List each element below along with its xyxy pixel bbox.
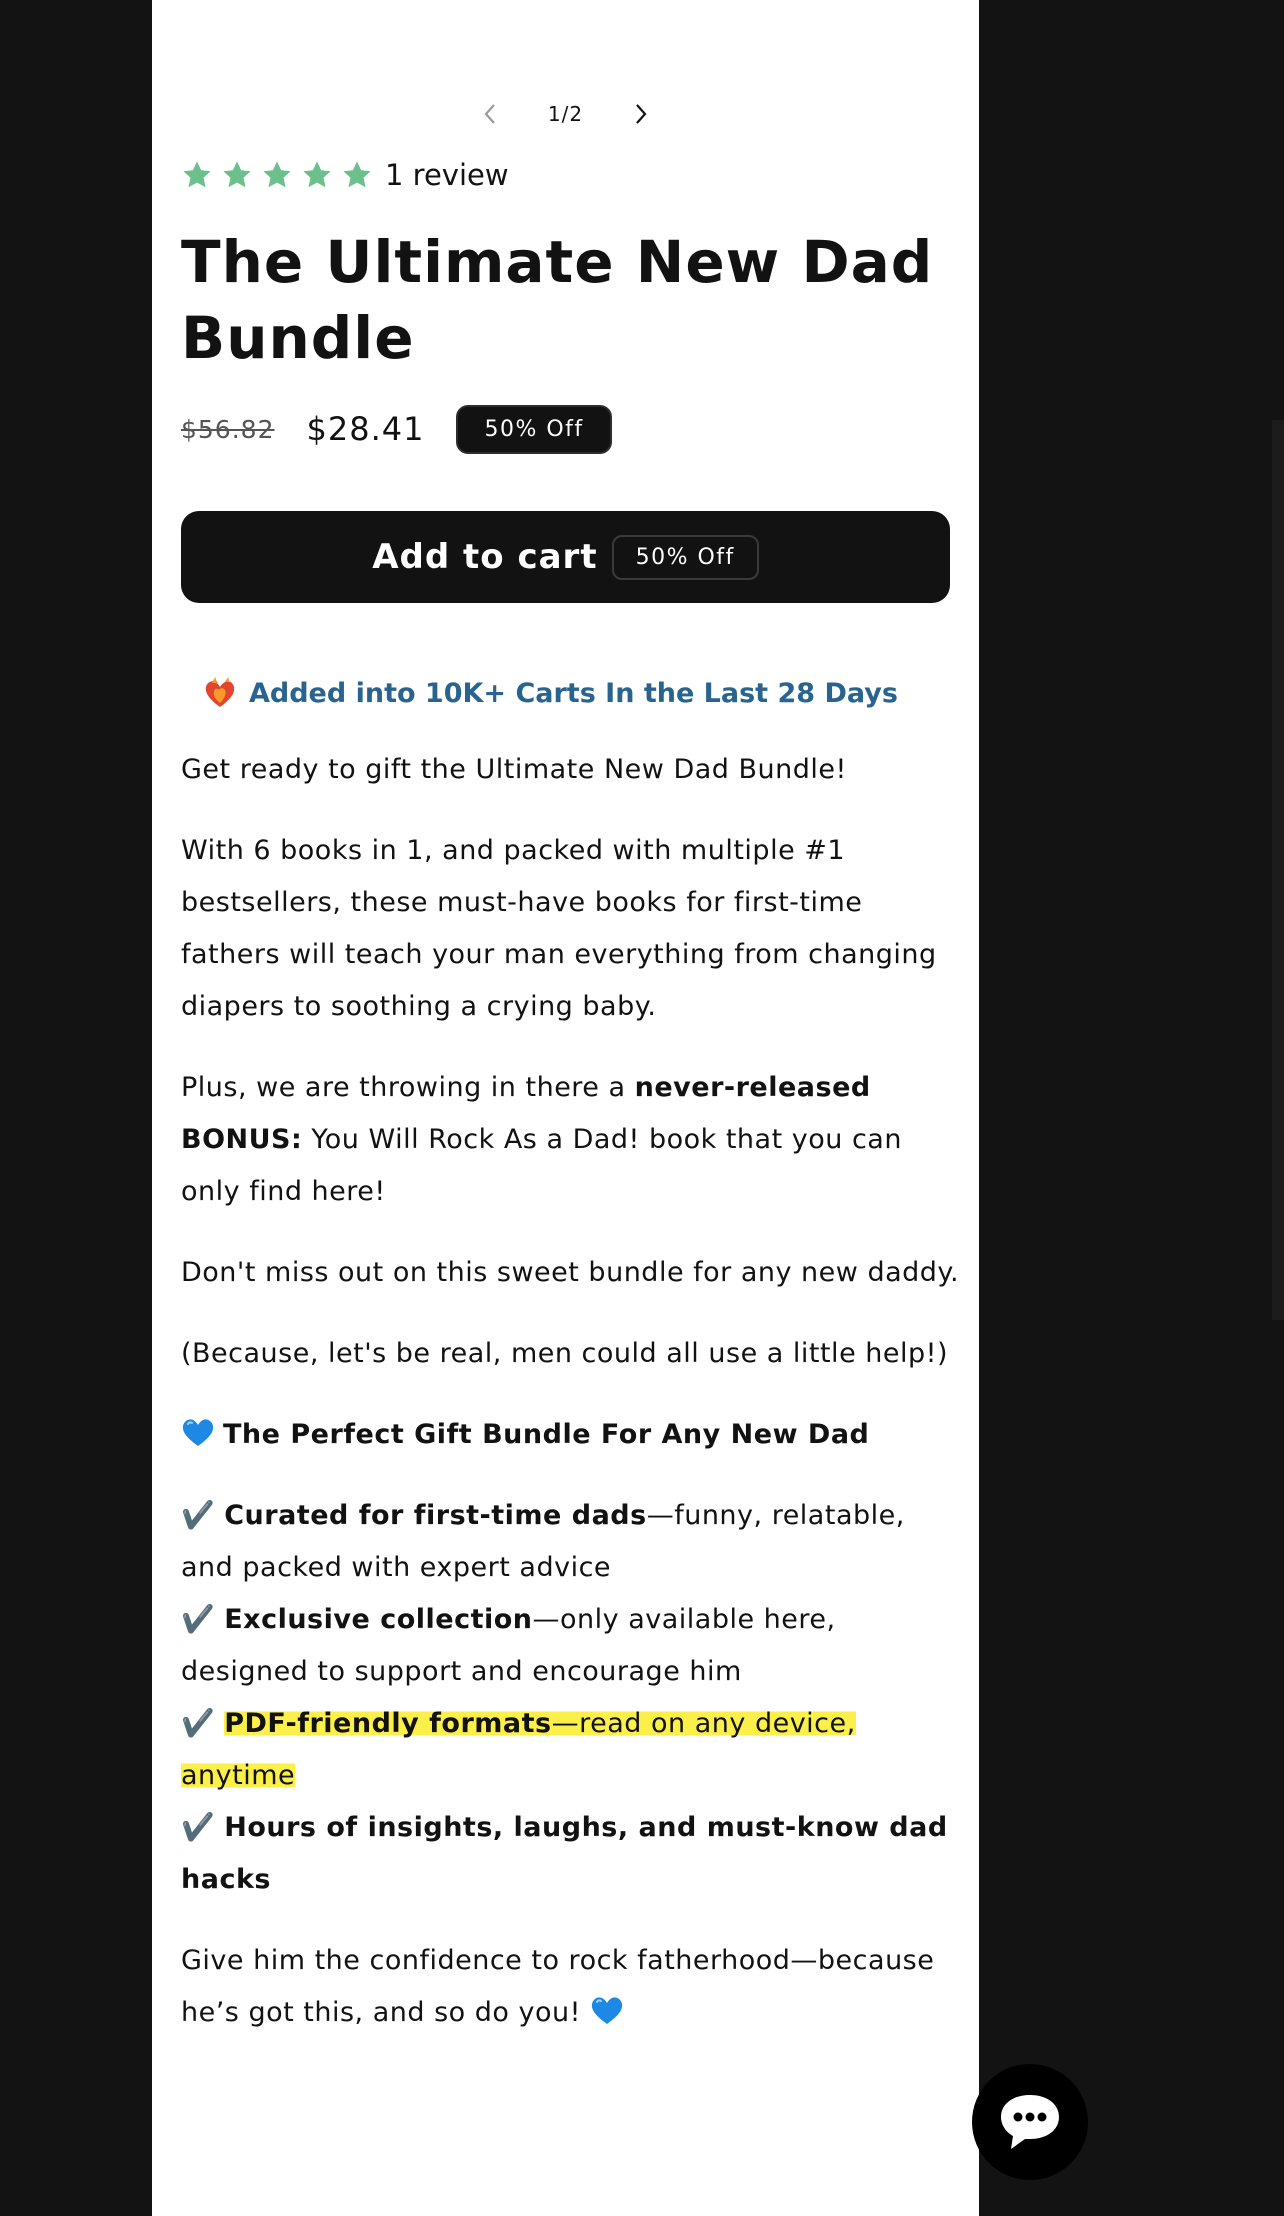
highlighted-text <box>181 1708 856 1791</box>
check-icon: ✔️ <box>181 1604 216 1635</box>
paragraph-text: Plus, we are throwing in there a <box>181 1072 635 1103</box>
slider-prev-button[interactable] <box>467 96 513 132</box>
chat-bubble-icon <box>997 2091 1063 2153</box>
description-paragraph <box>181 1062 961 1218</box>
social-proof-text: Added into 10K+ Carts In the Last 28 Days <box>249 677 898 709</box>
product-page <box>152 0 979 2216</box>
check-icon: ✔️ <box>181 1708 216 1739</box>
feature-title: Curated for first-time dads <box>224 1500 647 1531</box>
cart-discount-badge: 50% Off <box>612 535 759 580</box>
star-icon <box>181 159 213 191</box>
feature-title: PDF-friendly formats <box>224 1708 552 1739</box>
feature-text: —funny, relatable, and packed with expert advice <box>181 1500 905 1583</box>
chat-button[interactable] <box>972 2064 1088 2180</box>
closing-text: Give him the confidence to rock fatherhood—because he’s got this, and so do you! <box>181 1945 935 2028</box>
rating-summary[interactable] <box>181 158 509 192</box>
sale-price: $28.41 <box>306 410 425 448</box>
add-to-cart-label: Add to cart <box>372 537 598 577</box>
description-paragraph: Get ready to gift the Ultimate New Dad Bundle! <box>181 754 847 785</box>
social-proof-banner <box>203 676 898 710</box>
description-paragraph: With 6 books in 1, and packed with multiple #1 bestsellers, these must-have books for first-time fathers will teach your man everything from changing diapers to soothing a crying baby. <box>181 835 937 1022</box>
feature-text: —only available here, designed to support and encourage him <box>181 1604 836 1687</box>
feature-title: Exclusive collection <box>224 1604 533 1635</box>
feature-item <box>181 1802 961 1906</box>
slider-pagination <box>181 96 950 132</box>
star-icon <box>301 159 333 191</box>
description-paragraph: Don't miss out on this sweet bundle for any new daddy. <box>181 1257 960 1288</box>
scrollbar-track[interactable] <box>1272 420 1284 1320</box>
blue-heart-icon <box>590 1995 624 2025</box>
chevron-left-icon <box>483 103 497 125</box>
check-icon: ✔️ <box>181 1812 216 1843</box>
product-title: The Ultimate New Dad Bundle <box>181 228 934 372</box>
star-icon <box>341 159 373 191</box>
feature-item <box>181 1594 961 1698</box>
product-description <box>181 744 961 2068</box>
feature-text: —read on any device, anytime <box>181 1708 856 1791</box>
closing-paragraph <box>181 1935 961 2039</box>
description-paragraph: (Because, let's be real, men could all use a little help!) <box>181 1338 948 1369</box>
paragraph-text: You Will Rock As a Dad! book that you can only find here! <box>181 1124 902 1207</box>
regular-price: $56.82 <box>181 414 275 444</box>
star-icon <box>221 159 253 191</box>
feature-item <box>181 1698 961 1802</box>
star-icon <box>261 159 293 191</box>
slider-next-button[interactable] <box>618 96 664 132</box>
bonus-text: never-released BONUS: <box>181 1072 871 1155</box>
gift-heading-text: The Perfect Gift Bundle For Any New Dad <box>223 1419 870 1450</box>
feature-title: Hours of insights, laughs, and must-know dad hacks <box>181 1812 948 1895</box>
chevron-right-icon <box>634 103 648 125</box>
review-count[interactable]: 1 review <box>385 158 509 192</box>
heart-fire-icon <box>203 676 237 710</box>
slider-counter: 1/2 <box>547 102 584 126</box>
check-icon: ✔️ <box>181 1500 216 1531</box>
blue-heart-icon <box>181 1417 215 1447</box>
price-row <box>181 404 612 454</box>
add-to-cart-button[interactable] <box>181 511 950 603</box>
feature-item <box>181 1490 961 1594</box>
discount-badge: 50% Off <box>456 405 611 454</box>
gift-heading <box>181 1409 961 1461</box>
